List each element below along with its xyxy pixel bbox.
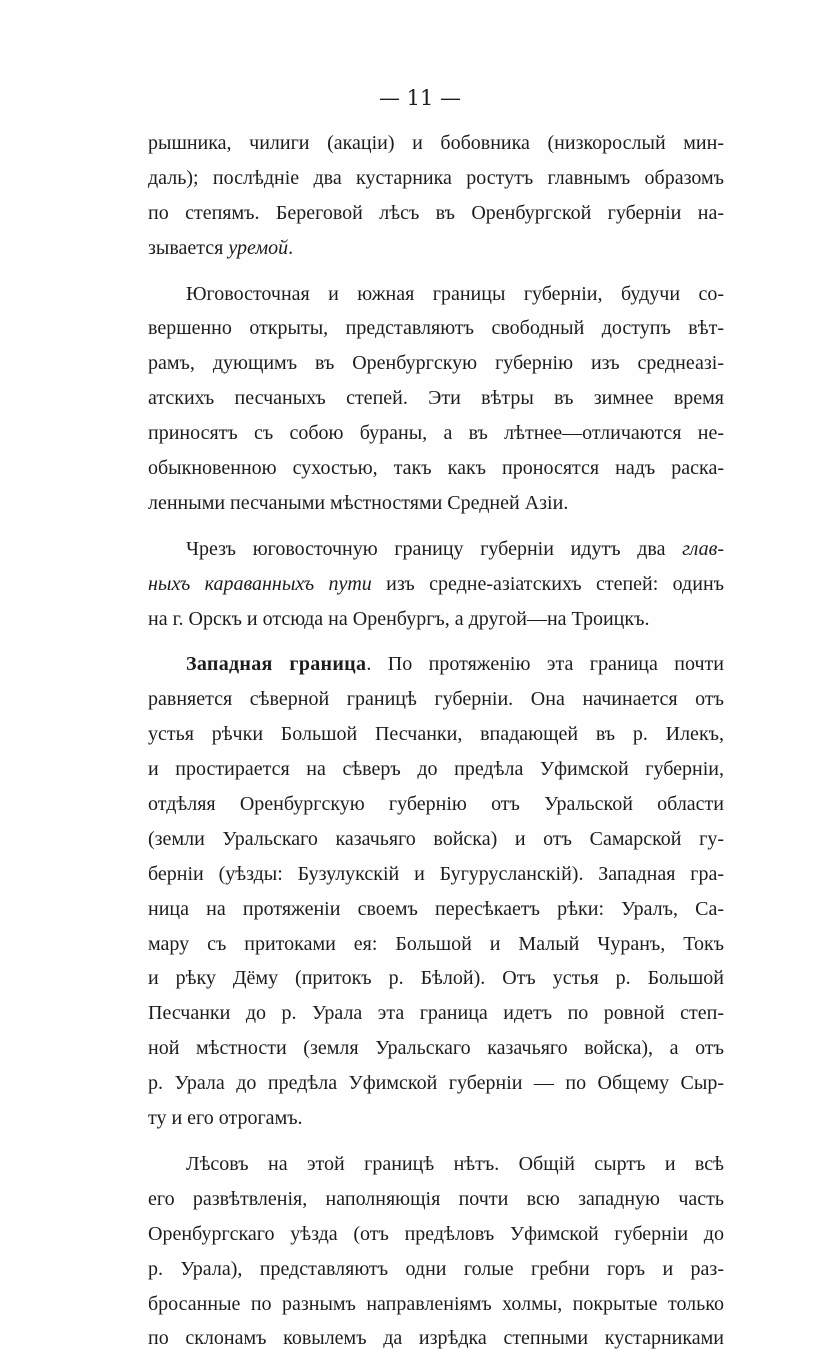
text-line: и простирается на сѣверъ до предѣла Уфимской губернiи, [148, 758, 724, 781]
text-line: р. Урала), представляютъ одни голые гребни горъ и раз- [148, 1257, 724, 1280]
paragraph-4 [148, 647, 724, 1135]
line-text: . По протяженiю эта граница почти [366, 653, 724, 676]
text-line: ница на протяженiи своемъ пересѣкаетъ рѣки: Уралъ, Са- [148, 897, 724, 920]
text-line: бернiи (уѣзды: Бузулукскiй и Бугурусланскiй). Западная гра- [148, 862, 724, 885]
text-line: ной мѣстности (земля Уральскаго казачьяго войска), а отъ [148, 1037, 724, 1060]
paragraph-5 [148, 1147, 724, 1356]
text-line: мару съ притоками ея: Большой и Малый Чуранъ, Токъ [148, 932, 724, 955]
line-text: Чрезъ юговосточную границу губернiи идутъ два [186, 537, 683, 560]
line-text: зывается [148, 236, 229, 259]
emphasized-term: ныхъ караванныхъ пути [148, 572, 372, 595]
line-text: . [288, 236, 294, 259]
paragraph-2 [148, 277, 724, 521]
text-line: атскихъ песчаныхъ степей. Эти вѣтры въ зимнее время [148, 387, 724, 410]
page-number: — 11 — [378, 86, 462, 110]
paragraph-3 [148, 532, 724, 637]
text-line: (земли Уральскаго казачьяго войска) и отъ Самарской гу- [148, 827, 724, 850]
text-line [148, 567, 724, 602]
text-line: Песчанки до р. Урала эта граница идетъ по ровной степ- [148, 1002, 724, 1025]
emphasized-term: глав- [682, 537, 724, 560]
text-line: его развѣтвленiя, наполняющiя почти всю западную часть [148, 1187, 724, 1210]
text-line [148, 647, 724, 682]
page-body [148, 126, 724, 1356]
text-line: р. Урала до предѣла Уфимской губернiи — по Общему Сыр- [148, 1072, 724, 1095]
paragraph-1 [148, 126, 724, 266]
text-line: по степямъ. Береговой лѣсъ въ Оренбургской губернiи на- [148, 201, 724, 224]
emphasized-term: уремой [228, 236, 289, 259]
text-line: ленными песчаными мѣстностями Средней Азiи. [148, 491, 569, 514]
text-line: по склонамъ ковылемъ да изрѣдка степными кустарниками [148, 1327, 724, 1350]
text-line: Юговосточная и южная границы губернiи, будучи со- [186, 282, 724, 305]
text-line: ту и его отрогамъ. [148, 1107, 303, 1130]
text-line: и рѣку Дёму (притокъ р. Бѣлой). Отъ устья р. Большой [148, 967, 724, 990]
text-line: равняется сѣверной границѣ губернiи. Она начинается отъ [148, 688, 724, 711]
text-line: приносятъ съ собою бураны, а въ лѣтнее—отличаются не- [148, 422, 724, 445]
text-line: вершенно открыты, представляютъ свободный доступъ вѣт- [148, 317, 724, 340]
text-line: Лѣсовъ на этой границѣ нѣтъ. Общiй сыртъ и всѣ [186, 1152, 724, 1175]
text-line: устья рѣчки Большой Песчанки, впадающей въ р. Илекъ, [148, 723, 724, 746]
text-line: обыкновенною сухостью, такъ какъ проносятся надъ раска- [148, 457, 724, 480]
text-line: бросанные по разнымъ направленiямъ холмы, покрытые только [148, 1292, 724, 1315]
text-line: даль); послѣднiе два кустарника ростутъ главнымъ образомъ [148, 166, 724, 189]
text-line: рышника, чилиги (акацiи) и бобовника (низкорослый мин- [148, 132, 724, 154]
text-line: отдѣляя Оренбургскую губернiю отъ Уральской области [148, 793, 724, 816]
section-heading: Западная граница [186, 653, 367, 676]
line-text: изъ средне-азiатскихъ степей: одинъ [371, 572, 724, 595]
text-line: на г. Орскъ и отсюда на Оренбургъ, а другой—на Троицкъ. [148, 607, 650, 630]
text-line [148, 532, 724, 567]
text-line [148, 231, 724, 266]
text-line: рамъ, дующимъ въ Оренбургскую губернiю изъ среднеазi- [148, 352, 724, 375]
text-line: Оренбургскаго уѣзда (отъ предѣловъ Уфимской губернiи до [148, 1222, 724, 1245]
